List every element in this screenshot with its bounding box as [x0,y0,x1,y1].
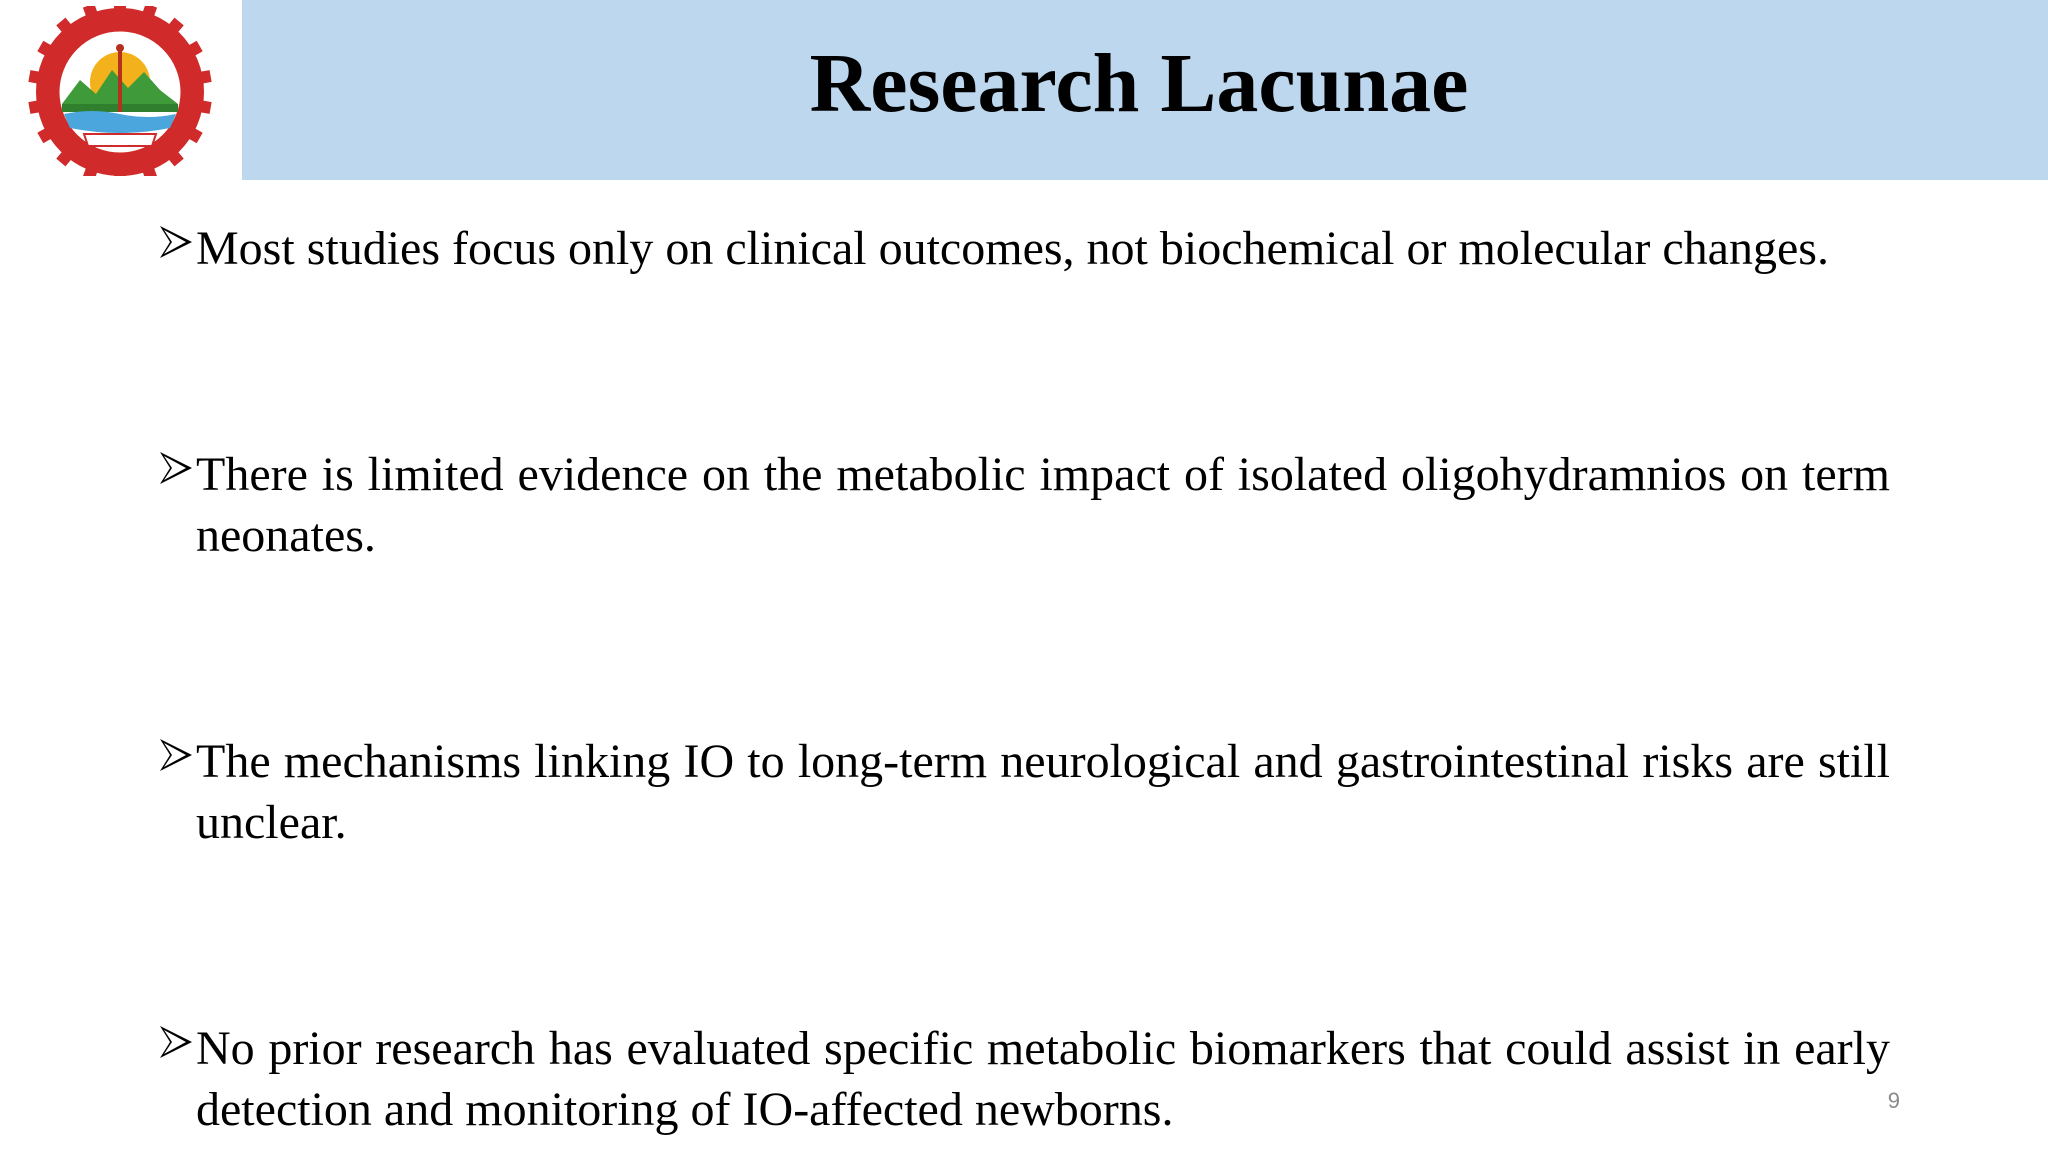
arrow-bullet-icon [158,735,196,775]
institute-logo-icon [8,6,232,176]
bullet-text: There is limited evidence on the metabolic impact of isolated oligohydramnios on term neonates. [196,448,1890,562]
arrow-bullet-icon [158,222,196,262]
arrow-bullet-icon [158,1022,196,1062]
bullet-text: The mechanisms linking IO to long-term neurological and gastrointestinal risks are still unclear. [196,735,1890,849]
bullet-text: No prior research has evaluated specific metabolic biomarkers that could assist in early detection and monitoring of IO-affected newborns. [196,1022,1890,1136]
title-band [242,0,2048,180]
bullet-item [158,218,1890,279]
arrow-bullet-icon [158,448,196,488]
bullet-item [158,444,1890,566]
bullet-list [158,218,1890,1140]
bullet-item [158,731,1890,853]
bullet-item [158,1018,1890,1140]
slide-title: Research Lacunae [809,37,1469,130]
page-number: 9 [1887,1088,1900,1113]
bullet-text: Most studies focus only on clinical outcomes, not biochemical or molecular changes. [196,222,1829,275]
